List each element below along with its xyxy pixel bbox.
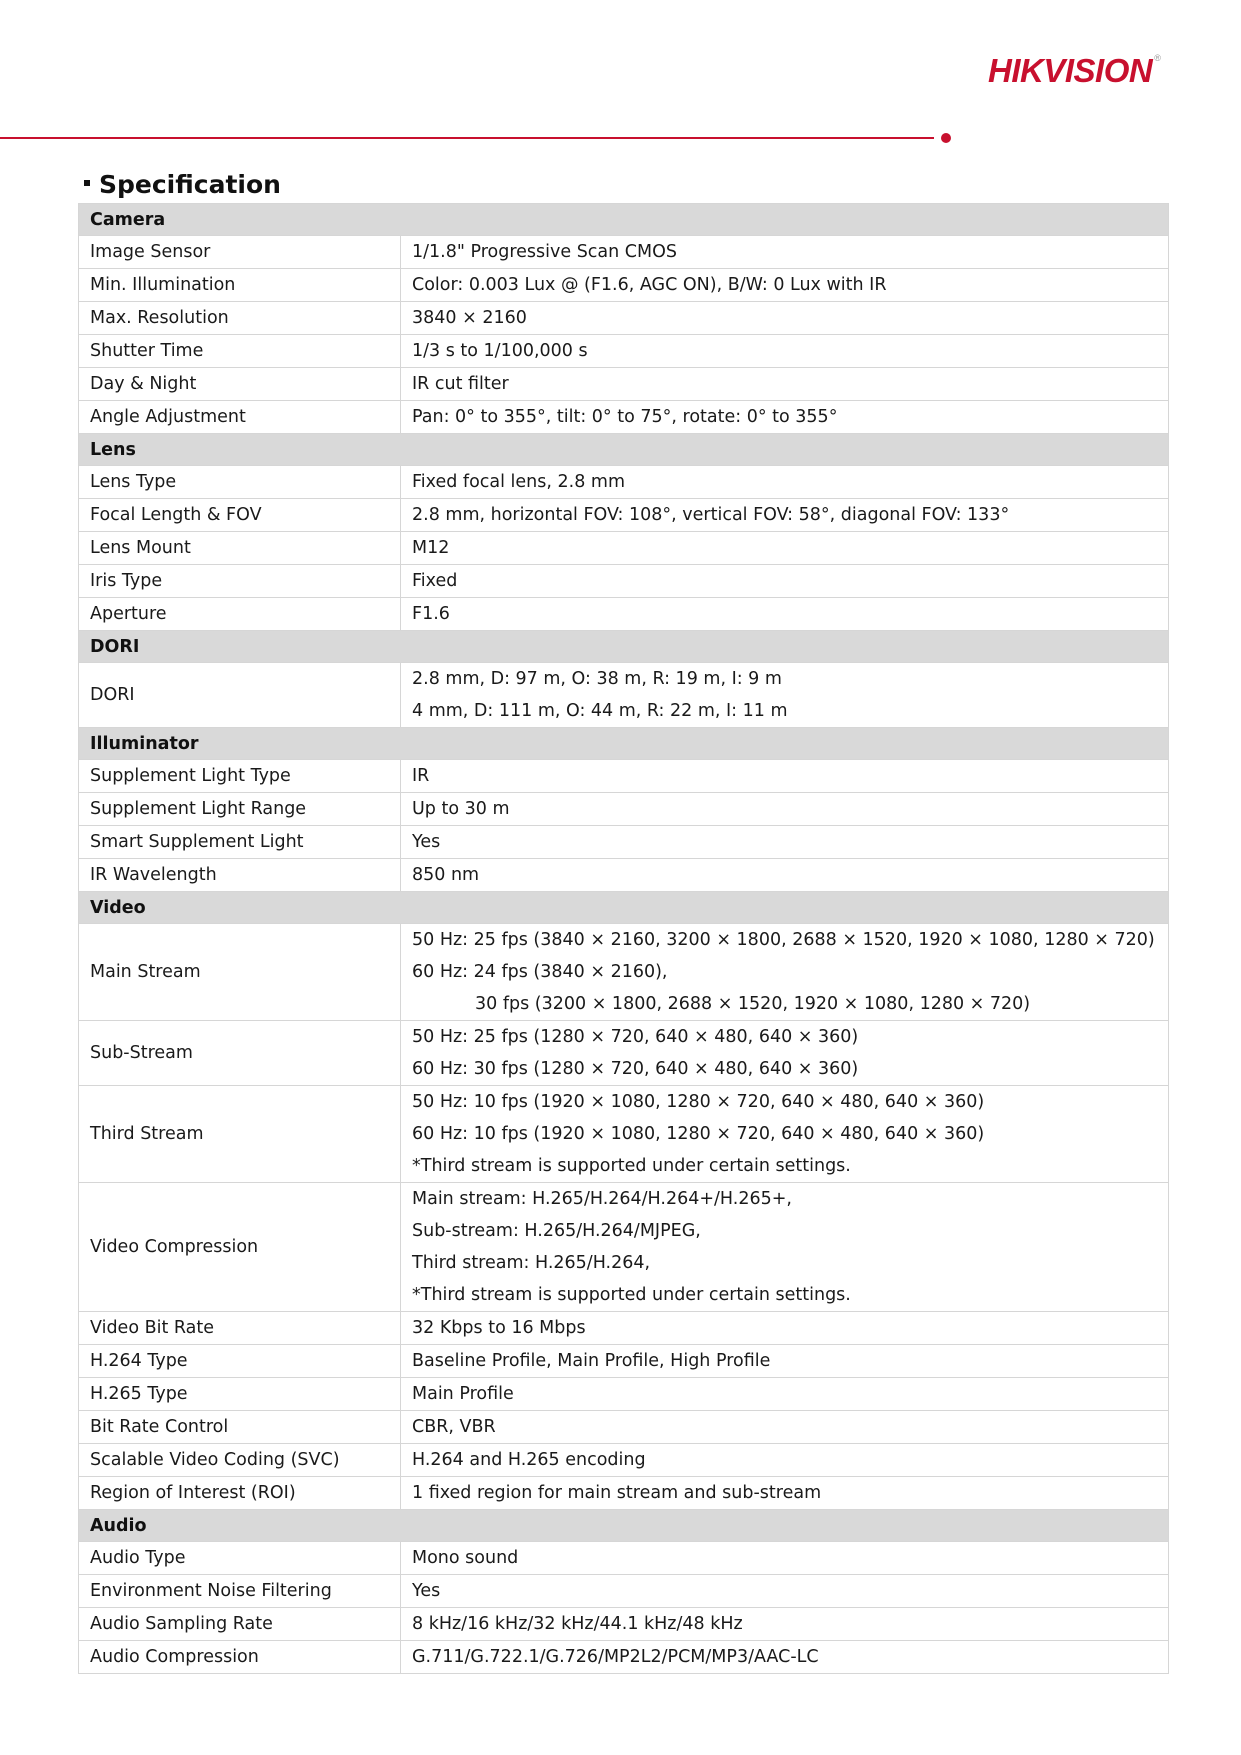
spec-value <box>401 1312 1169 1345</box>
spec-value <box>401 466 1169 499</box>
spec-row <box>79 1021 1169 1086</box>
spec-row <box>79 401 1169 434</box>
spec-label: Max. Resolution <box>79 302 401 335</box>
spec-row <box>79 466 1169 499</box>
spec-value-line: 50 Hz: 25 fps (1280 × 720, 640 × 480, 640 × 360) <box>412 1027 859 1047</box>
spec-row <box>79 663 1169 728</box>
spec-row <box>79 760 1169 793</box>
square-bullet-icon <box>84 180 90 186</box>
spec-row <box>79 236 1169 269</box>
spec-row <box>79 598 1169 631</box>
spec-value-line: Yes <box>412 832 441 852</box>
spec-label: Lens Mount <box>79 532 401 565</box>
section-title: DORI <box>79 631 1169 663</box>
spec-value <box>401 1444 1169 1477</box>
spec-row <box>79 1444 1169 1477</box>
spec-label: Video Compression <box>79 1183 401 1312</box>
spec-label: Aperture <box>79 598 401 631</box>
spec-row <box>79 1542 1169 1575</box>
spec-value-line: 50 Hz: 25 fps (3840 × 2160, 3200 × 1800, 2688 × 1520, 1920 × 1080, 1280 × 720) <box>412 930 1155 950</box>
spec-label: Shutter Time <box>79 335 401 368</box>
section-row <box>79 728 1169 760</box>
spec-value <box>401 663 1169 728</box>
spec-row <box>79 1345 1169 1378</box>
spec-value <box>401 1021 1169 1086</box>
header-divider-dot <box>941 133 951 143</box>
spec-row <box>79 1312 1169 1345</box>
spec-value <box>401 1477 1169 1510</box>
spec-label: Lens Type <box>79 466 401 499</box>
spec-value-line: Sub-stream: H.265/H.264/MJPEG, <box>412 1221 701 1241</box>
spec-value-line: 4 mm, D: 111 m, O: 44 m, R: 22 m, I: 11 m <box>412 701 788 721</box>
spec-label: Sub-Stream <box>79 1021 401 1086</box>
spec-label: Min. Illumination <box>79 269 401 302</box>
spec-value-line: 8 kHz/16 kHz/32 kHz/44.1 kHz/48 kHz <box>412 1614 743 1634</box>
spec-value-line: Pan: 0° to 355°, tilt: 0° to 75°, rotate: 0° to 355° <box>412 407 838 427</box>
spec-label: Third Stream <box>79 1086 401 1183</box>
spec-label: Angle Adjustment <box>79 401 401 434</box>
spec-value <box>401 269 1169 302</box>
spec-value-line: IR <box>412 766 430 786</box>
spec-label: Audio Compression <box>79 1641 401 1674</box>
page-heading <box>84 168 281 202</box>
section-title: Audio <box>79 1510 1169 1542</box>
spec-value <box>401 760 1169 793</box>
spec-value <box>401 924 1169 1021</box>
spec-value-line: *Third stream is supported under certain settings. <box>412 1156 851 1176</box>
spec-row <box>79 335 1169 368</box>
spec-value <box>401 1608 1169 1641</box>
spec-row <box>79 859 1169 892</box>
spec-value <box>401 335 1169 368</box>
spec-label: Audio Sampling Rate <box>79 1608 401 1641</box>
spec-value <box>401 1345 1169 1378</box>
spec-value <box>401 532 1169 565</box>
spec-label: H.265 Type <box>79 1378 401 1411</box>
spec-label: H.264 Type <box>79 1345 401 1378</box>
spec-value-line: H.264 and H.265 encoding <box>412 1450 646 1470</box>
spec-value-line: Up to 30 m <box>412 799 510 819</box>
spec-value-line: *Third stream is supported under certain settings. <box>412 1285 851 1305</box>
spec-value-line: Fixed <box>412 571 458 591</box>
spec-value-line: Yes <box>412 1581 441 1601</box>
spec-row <box>79 269 1169 302</box>
spec-label: Region of Interest (ROI) <box>79 1477 401 1510</box>
brand-logo: HIKVISION ® <box>988 52 1161 89</box>
spec-value <box>401 826 1169 859</box>
spec-value-line: Mono sound <box>412 1548 519 1568</box>
spec-row <box>79 1411 1169 1444</box>
spec-label: Image Sensor <box>79 236 401 269</box>
spec-value <box>401 1641 1169 1674</box>
spec-row <box>79 793 1169 826</box>
spec-value <box>401 302 1169 335</box>
spec-value-line: 1 fixed region for main stream and sub-stream <box>412 1483 822 1503</box>
spec-value <box>401 793 1169 826</box>
spec-row <box>79 368 1169 401</box>
spec-row <box>79 1477 1169 1510</box>
spec-label: Audio Type <box>79 1542 401 1575</box>
spec-label: Iris Type <box>79 565 401 598</box>
spec-value-line: Baseline Profile, Main Profile, High Profile <box>412 1351 771 1371</box>
section-title: Camera <box>79 204 1169 236</box>
section-row <box>79 434 1169 466</box>
spec-value <box>401 499 1169 532</box>
specification-table <box>78 203 1169 1674</box>
spec-value <box>401 1575 1169 1608</box>
spec-value-line: M12 <box>412 538 450 558</box>
spec-value-line: CBR, VBR <box>412 1417 496 1437</box>
spec-value-line: 50 Hz: 10 fps (1920 × 1080, 1280 × 720, 640 × 480, 640 × 360) <box>412 1092 985 1112</box>
spec-label: Supplement Light Type <box>79 760 401 793</box>
spec-value-line: 60 Hz: 24 fps (3840 × 2160), <box>412 962 668 982</box>
spec-label: Bit Rate Control <box>79 1411 401 1444</box>
section-row <box>79 204 1169 236</box>
spec-row <box>79 1086 1169 1183</box>
spec-label: DORI <box>79 663 401 728</box>
spec-value-line: 32 Kbps to 16 Mbps <box>412 1318 586 1338</box>
spec-value <box>401 1411 1169 1444</box>
spec-value-line: Main Profile <box>412 1384 514 1404</box>
spec-value <box>401 401 1169 434</box>
spec-value-line: Third stream: H.265/H.264, <box>412 1253 651 1273</box>
spec-value <box>401 1378 1169 1411</box>
spec-row <box>79 302 1169 335</box>
spec-row <box>79 826 1169 859</box>
spec-row <box>79 1378 1169 1411</box>
spec-row <box>79 1575 1169 1608</box>
spec-value-line: 60 Hz: 30 fps (1280 × 720, 640 × 480, 640 × 360) <box>412 1059 859 1079</box>
spec-value-line: F1.6 <box>412 604 450 624</box>
spec-value-line: 60 Hz: 10 fps (1920 × 1080, 1280 × 720, 640 × 480, 640 × 360) <box>412 1124 985 1144</box>
spec-value <box>401 1183 1169 1312</box>
header-divider <box>0 137 934 139</box>
spec-value-line: 850 nm <box>412 865 480 885</box>
spec-value <box>401 859 1169 892</box>
spec-label: Scalable Video Coding (SVC) <box>79 1444 401 1477</box>
spec-value-line: 30 fps (3200 × 1800, 2688 × 1520, 1920 × 1080, 1280 × 720) <box>475 994 1031 1014</box>
spec-value <box>401 1086 1169 1183</box>
section-title: Illuminator <box>79 728 1169 760</box>
spec-value <box>401 1542 1169 1575</box>
specification-table-body <box>79 204 1169 1674</box>
section-row <box>79 892 1169 924</box>
spec-value-line: Fixed focal lens, 2.8 mm <box>412 472 625 492</box>
spec-value <box>401 598 1169 631</box>
spec-row <box>79 499 1169 532</box>
spec-row <box>79 532 1169 565</box>
spec-value <box>401 368 1169 401</box>
spec-value-line: G.711/G.722.1/G.726/MP2L2/PCM/MP3/AAC-LC <box>412 1647 819 1667</box>
spec-value-line: Color: 0.003 Lux @ (F1.6, AGC ON), B/W: 0 Lux with IR <box>412 275 887 295</box>
section-row <box>79 631 1169 663</box>
spec-label: Video Bit Rate <box>79 1312 401 1345</box>
spec-label: Main Stream <box>79 924 401 1021</box>
spec-label: Supplement Light Range <box>79 793 401 826</box>
spec-row <box>79 1608 1169 1641</box>
spec-row <box>79 924 1169 1021</box>
spec-value-line: 3840 × 2160 <box>412 308 527 328</box>
spec-value-line: 1/1.8" Progressive Scan CMOS <box>412 242 678 262</box>
section-row <box>79 1510 1169 1542</box>
spec-row <box>79 1183 1169 1312</box>
spec-value-line: 1/3 s to 1/100,000 s <box>412 341 588 361</box>
spec-row <box>79 565 1169 598</box>
spec-value-line: IR cut filter <box>412 374 509 394</box>
spec-value <box>401 236 1169 269</box>
page-heading-text: Specification <box>99 170 281 199</box>
spec-label: Day & Night <box>79 368 401 401</box>
spec-label: Smart Supplement Light <box>79 826 401 859</box>
registered-mark-icon: ® <box>1154 53 1161 63</box>
spec-value-line: 2.8 mm, D: 97 m, O: 38 m, R: 19 m, I: 9 m <box>412 669 782 689</box>
spec-label: Environment Noise Filtering <box>79 1575 401 1608</box>
spec-value-line: Main stream: H.265/H.264/H.264+/H.265+, <box>412 1189 792 1209</box>
section-title: Video <box>79 892 1169 924</box>
spec-value-line: 2.8 mm, horizontal FOV: 108°, vertical FOV: 58°, diagonal FOV: 133° <box>412 505 1010 525</box>
spec-label: IR Wavelength <box>79 859 401 892</box>
spec-row <box>79 1641 1169 1674</box>
section-title: Lens <box>79 434 1169 466</box>
spec-label: Focal Length & FOV <box>79 499 401 532</box>
spec-value <box>401 565 1169 598</box>
